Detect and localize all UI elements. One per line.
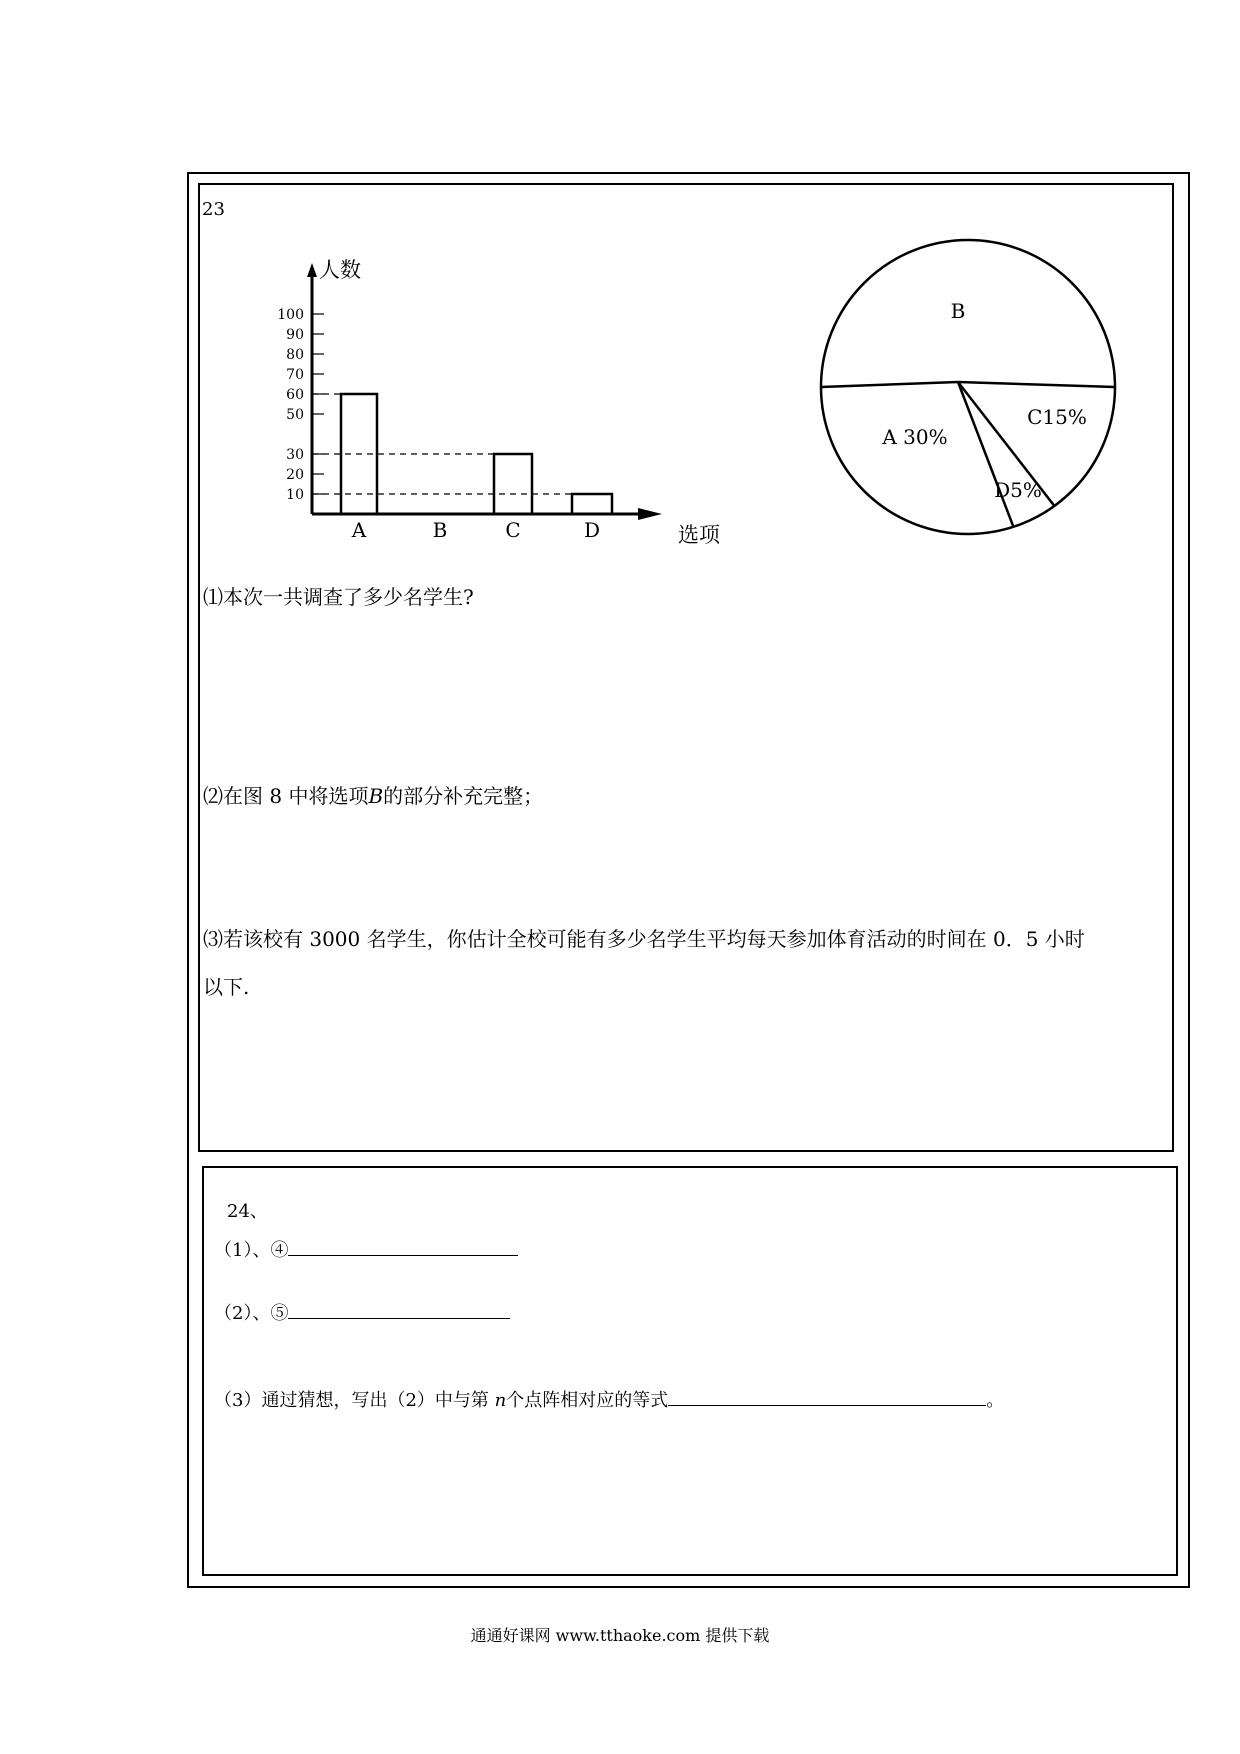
part-3-text-end: 。: [986, 1390, 1005, 1411]
question-24-part-2: [214, 1305, 510, 1323]
x-axis-arrow: [638, 508, 662, 520]
bar-c: [494, 454, 532, 514]
part-3-text-middle: 个点阵相对应的等式: [506, 1390, 669, 1411]
x-tick-label-b: B: [432, 518, 448, 542]
pie-chart: [815, 230, 1135, 550]
question-24-box: [202, 1166, 1178, 1576]
part-2-label: （2）、⑤: [214, 1303, 289, 1324]
y-tick-label: 30: [286, 447, 304, 463]
part-1-label: （1）、④: [214, 1240, 289, 1261]
bar-d: [572, 494, 612, 514]
question-23-part-2: [203, 786, 543, 806]
pie-label-d: D5%: [994, 478, 1042, 502]
question-23-part-3-line-1: ⑶若该校有 3000 名学生，你估计全校可能有多少名学生平均每天参加体育活动的时间在 0．5 小时: [203, 927, 1085, 951]
part-3-text-start: （3）通过猜想，写出（2）中与第: [214, 1390, 489, 1411]
y-axis-title: 人数: [319, 258, 361, 282]
part-3-variable: n: [494, 1390, 507, 1411]
part-2-text-start: ⑵在图 8 中将选项: [203, 784, 369, 808]
y-tick-label: 70: [286, 367, 304, 383]
question-24-number: 24、: [227, 1201, 268, 1222]
part-2-variable: B: [368, 784, 384, 808]
question-24-part-1: [214, 1242, 518, 1260]
question-23-part-1: ⑴本次一共调查了多少名学生?: [203, 585, 474, 609]
pie-label-a: A 30%: [882, 425, 948, 449]
part-2-text-end: 的部分补充完整；: [383, 784, 544, 808]
y-tick-label: 50: [286, 407, 304, 423]
question-23-part-3-line-2: 以下.: [203, 975, 250, 999]
y-tick-label: 10: [286, 487, 304, 503]
question-23-number: 23: [202, 199, 225, 220]
question-24-part-3: [214, 1392, 1004, 1410]
pie-divider-4: [958, 382, 1013, 527]
y-tick-label: 60: [286, 387, 304, 403]
y-tick-label: 90: [286, 327, 304, 343]
answer-blank-3[interactable]: [668, 1405, 986, 1406]
y-axis-arrow: [307, 263, 317, 277]
page-footer: 通通好课网 www.tthaoke.com 提供下载: [470, 1626, 770, 1645]
y-tick-label: 100: [277, 307, 304, 323]
y-tick-label: 80: [286, 347, 304, 363]
bar-chart: [270, 240, 730, 560]
answer-blank-2[interactable]: [288, 1318, 510, 1319]
pie-label-b: B: [950, 299, 966, 323]
x-tick-label-a: A: [351, 518, 367, 542]
answer-blank-1[interactable]: [288, 1255, 518, 1256]
x-tick-label-c: C: [505, 518, 521, 542]
pie-label-c: C15%: [1027, 405, 1087, 429]
pie-outline: [821, 240, 1115, 534]
pie-divider-2: [958, 382, 1115, 387]
x-axis-title: 选项: [678, 523, 720, 547]
y-tick-label: 20: [286, 467, 304, 483]
x-tick-label-d: D: [583, 518, 601, 542]
pie-divider-1: [821, 382, 958, 387]
